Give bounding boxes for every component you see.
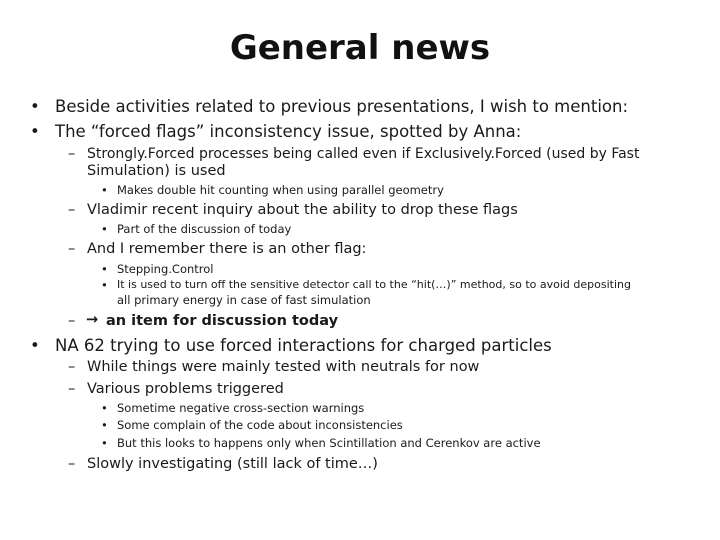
dash-marker: –: [68, 146, 76, 162]
subsubbullet-text: Some complain of the code about inconsistencies: [117, 418, 403, 432]
subsubbullet-text: It is used to turn off the sensitive detector call to the “hit(…)” method, so to avoid depositing: [117, 278, 631, 291]
subbullet-text-bold: an item for discussion today: [106, 313, 339, 329]
slide-title: General news: [229, 28, 491, 68]
bullet-text: NA 62 trying to use forced interactions for charged particles: [55, 336, 552, 355]
subsubbullet-text: Part of the discussion of today: [117, 222, 292, 236]
dot-marker: •: [101, 401, 108, 415]
subbullet-text: And I remember there is an other flag:: [87, 241, 367, 257]
subbullet-text: Various problems triggered: [87, 381, 284, 397]
dash-marker: –: [68, 359, 76, 375]
dot-marker: •: [101, 183, 108, 197]
bullet-text: Beside activities related to previous presentations, I wish to mention:: [55, 97, 629, 116]
subsubbullet-text: Sometime negative cross-section warnings: [117, 401, 365, 415]
bullet-marker: •: [30, 97, 40, 116]
bullet-marker: •: [30, 336, 40, 355]
dash-marker: –: [68, 202, 76, 218]
dash-marker: –: [68, 313, 76, 329]
dot-marker: •: [101, 418, 108, 432]
dash-marker: –: [68, 381, 76, 397]
subbullet-text: While things were mainly tested with neutrals for now: [87, 359, 480, 375]
subsubbullet-text: Stepping.Control: [117, 262, 214, 276]
subbullet-text-cont: Simulation) is used: [87, 163, 226, 179]
dot-marker: •: [101, 262, 108, 276]
dot-marker: •: [101, 222, 108, 236]
subbullet-text: Strongly.Forced processes being called even if Exclusively.Forced (used by Fast: [87, 146, 640, 162]
subsubbullet-text: But this looks to happens only when Scintillation and Cerenkov are active: [117, 436, 541, 450]
dot-marker: •: [101, 278, 108, 292]
arrow-right-icon: →: [86, 312, 99, 328]
subbullet-text: Vladimir recent inquiry about the ability to drop these flags: [87, 202, 518, 218]
subbullet-text: Slowly investigating (still lack of time…): [87, 456, 378, 472]
subsubbullet-text-cont: all primary energy in case of fast simulation: [117, 293, 371, 307]
bullet-text: The “forced flags” inconsistency issue, spotted by Anna:: [55, 122, 522, 141]
dot-marker: •: [101, 436, 108, 450]
dash-marker: –: [68, 241, 76, 257]
subsubbullet-text: Makes double hit counting when using parallel geometry: [117, 183, 444, 197]
dash-marker: –: [68, 456, 76, 472]
bullet-marker: •: [30, 122, 40, 141]
